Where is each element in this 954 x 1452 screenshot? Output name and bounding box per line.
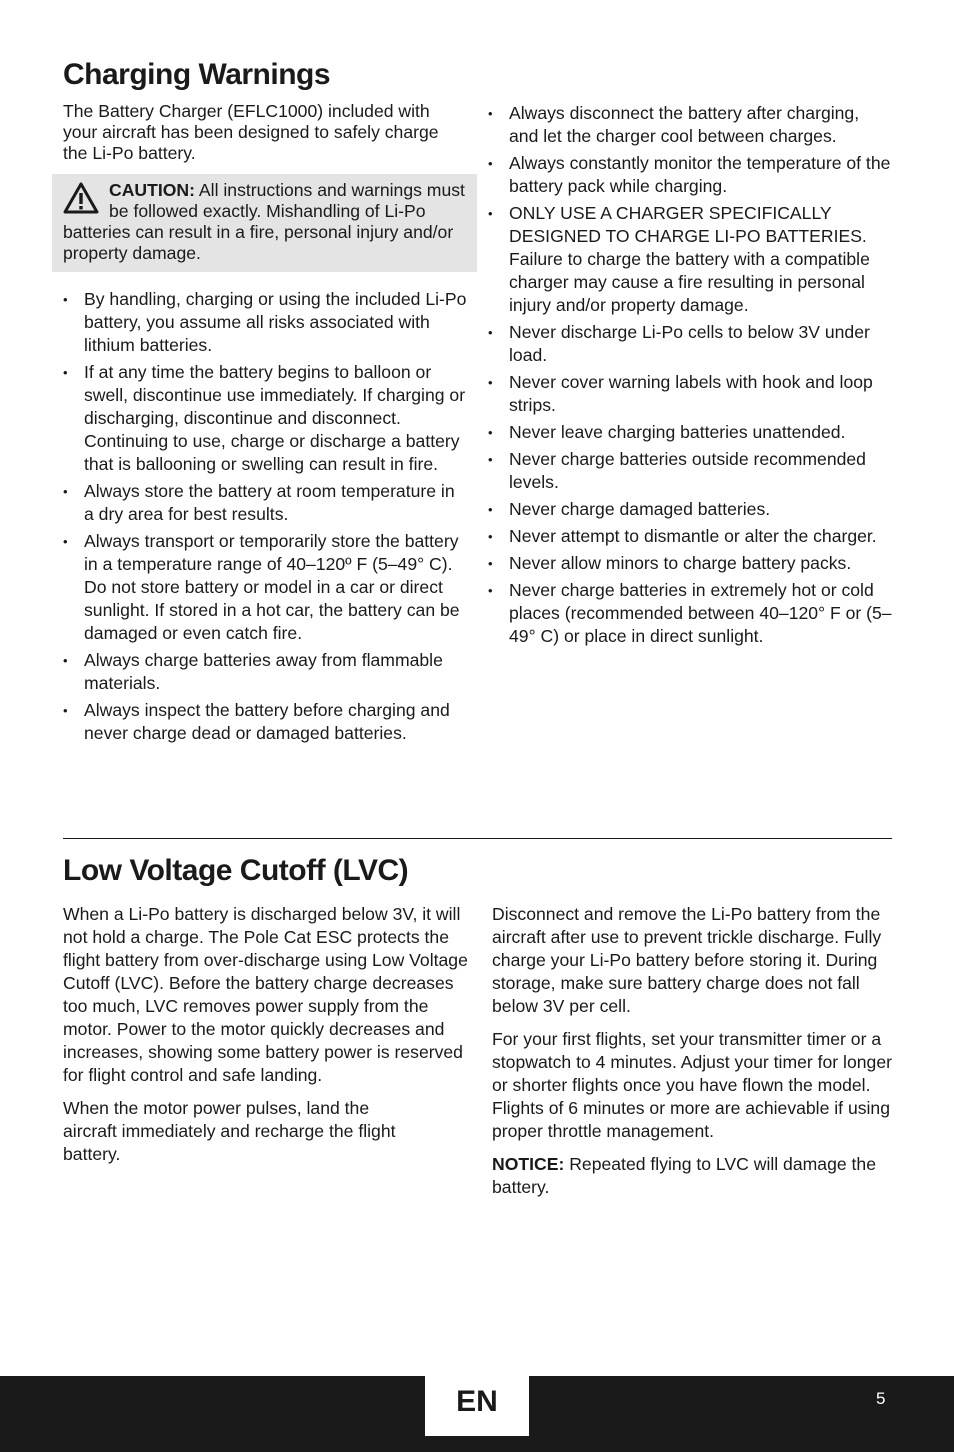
warning-triangle-icon: [63, 182, 99, 214]
charging-right-bullets: [488, 102, 893, 648]
lvc-paragraph: When the motor power pulses, land the aircraft immediately and recharge the flight battery.: [63, 1098, 396, 1164]
lvc-left-column: [63, 903, 468, 1176]
list-item: • Always constantly monitor the temperature of the battery pack while charging.: [488, 153, 891, 196]
lvc-right-column: [492, 903, 894, 1209]
list-item: • Never allow minors to charge battery packs.: [488, 553, 852, 573]
list-item: • Never charge batteries outside recommended levels.: [488, 449, 866, 492]
notice-label: NOTICE:: [492, 1154, 565, 1174]
language-tab: EN: [425, 1376, 529, 1436]
charging-intro: The Battery Charger (EFLC1000) included with your aircraft has been designed to safely charge the Li-Po battery.: [63, 101, 439, 163]
list-item: • Never discharge Li-Po cells to below 3V under load.: [488, 322, 870, 365]
charging-warnings-title: Charging Warnings: [63, 58, 331, 91]
section-divider: [63, 838, 892, 839]
page-number: 5: [876, 1389, 886, 1408]
caution-box: [52, 174, 477, 272]
charging-left-column: [63, 101, 467, 749]
charging-left-bullets: [63, 288, 467, 745]
lvc-title: Low Voltage Cutoff (LVC): [63, 854, 409, 887]
list-item: • Always inspect the battery before charging and never charge dead or damaged batteries.: [63, 700, 450, 743]
caution-text: All instructions and warnings must be followed exactly. Mishandling of Li-Po batteries can result in a fire, personal injury and/or property damage.: [63, 180, 465, 263]
caution-label: CAUTION:: [109, 180, 196, 200]
list-item: • Always store the battery at room temperature in a dry area for best results.: [63, 481, 455, 524]
list-item: • If at any time the battery begins to balloon or swell, discontinue use immediately. If charging or discharging, discontinue and disconnect. Continuing to use, charge or discharge a battery that is ballooning or swelling can result in fire.: [63, 362, 466, 474]
list-item: • Always charge batteries away from flammable materials.: [63, 650, 443, 693]
charging-right-column: [488, 102, 893, 652]
list-item: • Never leave charging batteries unattended.: [488, 422, 846, 442]
list-item: • ONLY USE A CHARGER SPECIFICALLY DESIGNED TO CHARGE LI-PO BATTERIES. Failure to charge the battery with a compatible charger may cause a fire resulting in personal injury and/or property damage.: [488, 203, 870, 315]
lvc-paragraph: Disconnect and remove the Li-Po battery from the aircraft after use to prevent trickle discharge. Fully charge your Li-Po battery before storing it. During storage, make sure battery charge does not fall below 3V per cell.: [492, 904, 882, 1016]
list-item: • Never charge damaged batteries.: [488, 499, 771, 519]
list-item: • Never charge batteries in extremely hot or cold places (recommended between 40–120° F or (5–49° C) or place in direct sunlight.: [488, 580, 892, 646]
list-item: • Always disconnect the battery after charging, and let the charger cool between charges.: [488, 103, 860, 146]
list-item: • Never cover warning labels with hook and loop strips.: [488, 372, 873, 415]
list-item: • Always transport or temporarily store the battery in a temperature range of 40–120º F (5–49° C). Do not store battery or model in a car or direct sunlight. If stored in a hot car, the battery can be damaged or even catch fire.: [63, 531, 460, 643]
lvc-paragraph: For your first flights, set your transmitter timer or a stopwatch to 4 minutes. Adjust your timer for longer or shorter flights once you have flown the model. Flights of 6 minutes or more are achievable if using proper throttle management.: [492, 1029, 892, 1141]
notice-paragraph: [492, 1153, 894, 1199]
lvc-paragraph: When a Li-Po battery is discharged below 3V, it will not hold a charge. The Pole Cat ESC protects the flight battery from over-discharge using Low Voltage Cutoff (LVC). Before the battery charge decreases too much, LVC removes power supply from the motor. Power to the motor quickly decreases and increases, showing some battery power is reserved for flight control and safe landing.: [63, 904, 468, 1085]
list-item: • By handling, charging or using the included Li-Po battery, you assume all risks associated with lithium batteries.: [63, 289, 467, 355]
list-item: • Never attempt to dismantle or alter the charger.: [488, 526, 877, 546]
notice-text: Repeated flying to LVC will damage the battery.: [492, 1154, 876, 1197]
